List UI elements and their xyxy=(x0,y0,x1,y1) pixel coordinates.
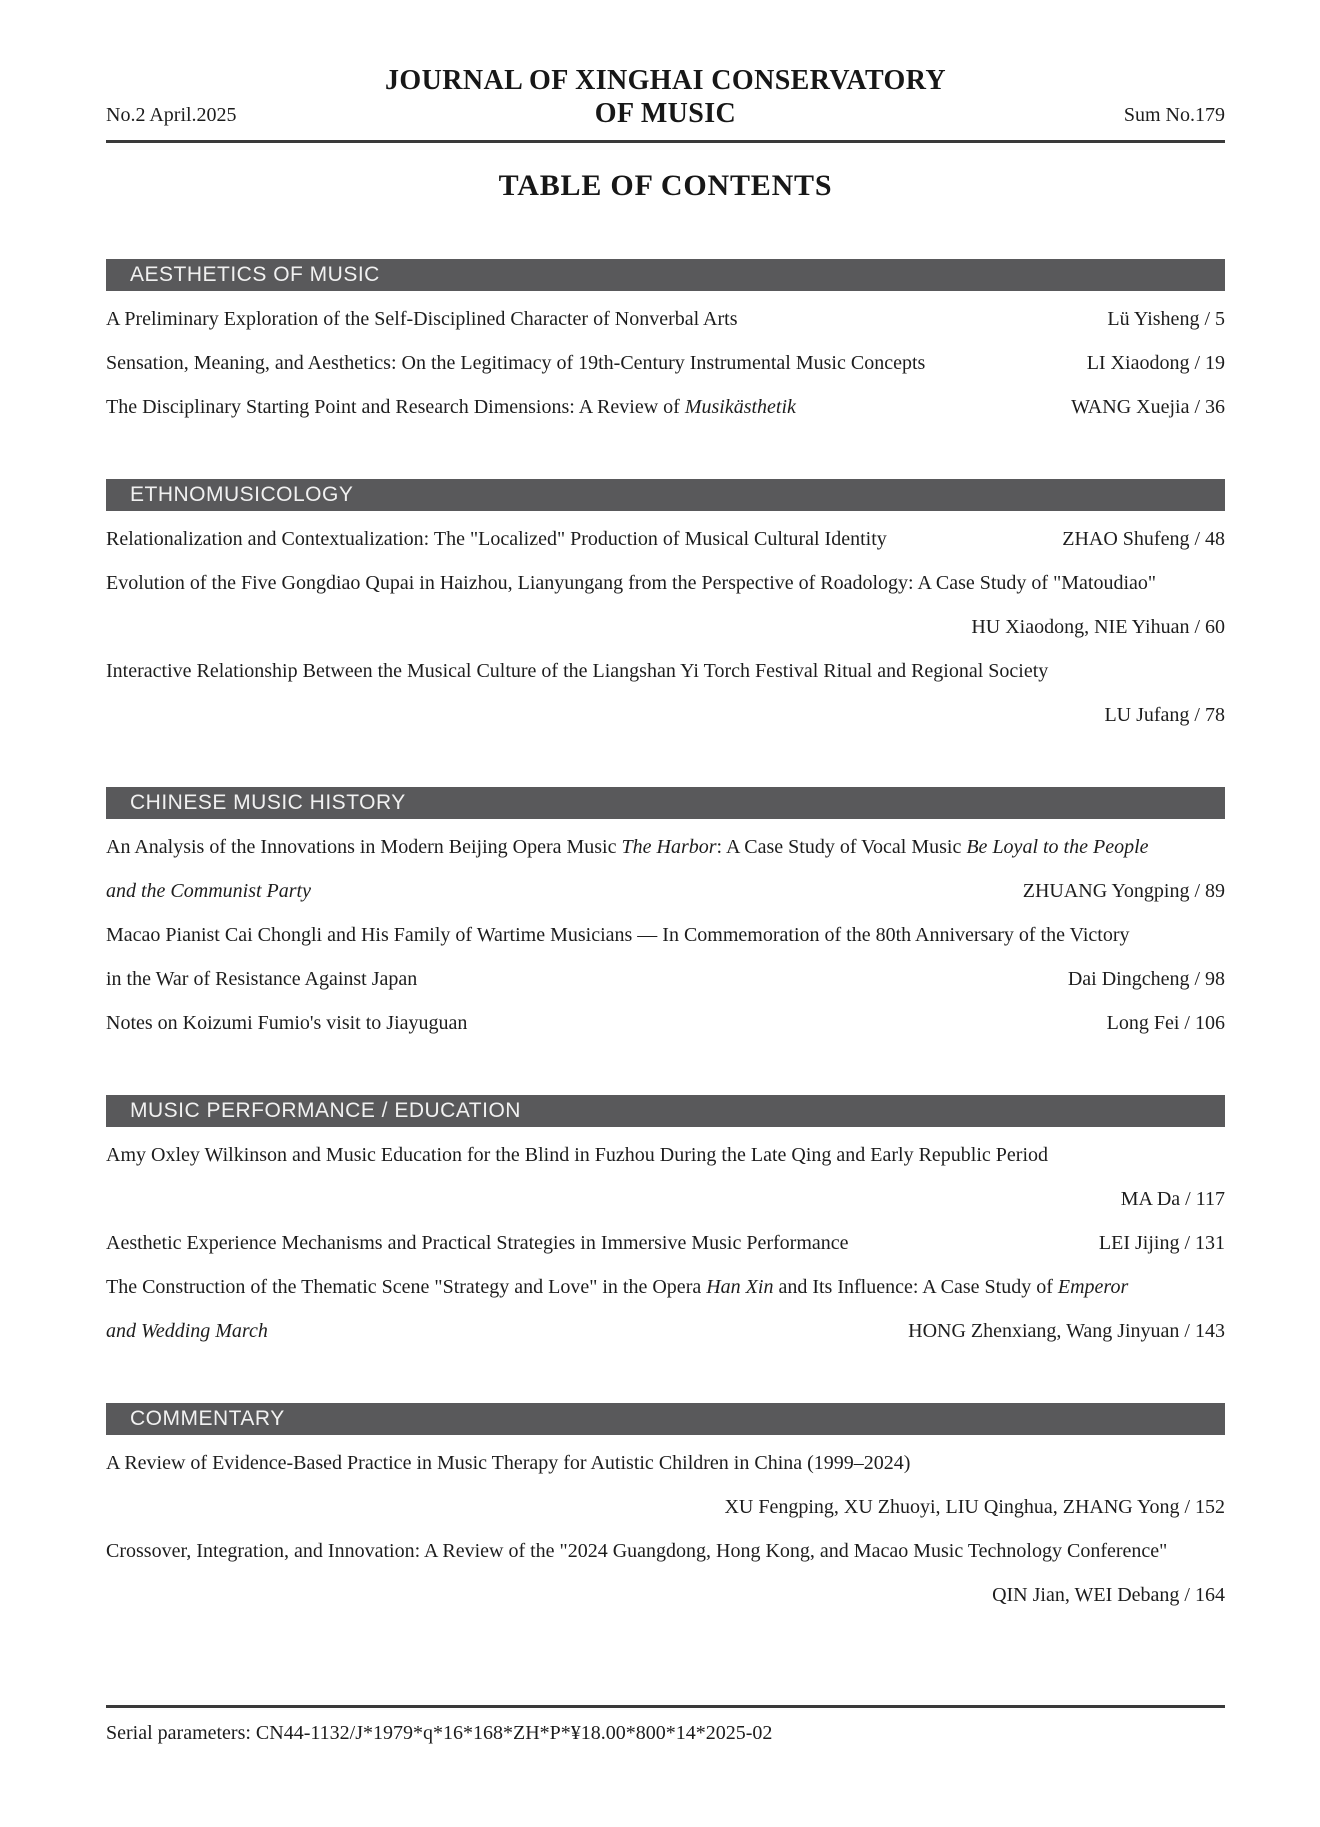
section-header-band xyxy=(106,479,1225,511)
journal-header xyxy=(106,64,1225,130)
section-label: COMMENTARY xyxy=(130,1407,285,1430)
entry-author-page: HONG Zhenxiang, Wang Jinyuan / 143 xyxy=(908,1320,1225,1342)
toc-entry-line xyxy=(106,649,1225,693)
toc-entry-line xyxy=(106,1529,1225,1573)
toc-section xyxy=(106,1095,1225,1353)
toc-section xyxy=(106,1403,1225,1617)
section-label: AESTHETICS OF MUSIC xyxy=(130,263,380,286)
entry-author-page: WANG Xuejia / 36 xyxy=(1071,396,1225,418)
toc-entry-line xyxy=(106,825,1225,869)
toc-entry-line xyxy=(106,1265,1225,1309)
toc-section xyxy=(106,787,1225,1045)
entry-author-page: Long Fei / 106 xyxy=(1106,1012,1225,1034)
entry-title-text: Relationalization and Contextualization: The "Localized" Production of Musical Cultural Identity xyxy=(106,528,887,550)
entry-title-text: Macao Pianist Cai Chongli and His Family of Wartime Musicians — In Commemoration of the 80th Anniversary of the Victory xyxy=(106,924,1130,946)
section-label: ETHNOMUSICOLOGY xyxy=(130,483,354,506)
toc-entry-line xyxy=(106,561,1225,605)
entry-author-page: LEI Jijing / 131 xyxy=(1098,1232,1225,1254)
entry-title-text: A Review of Evidence-Based Practice in Music Therapy for Autistic Children in China (1999–2024) xyxy=(106,1452,911,1474)
entry-author-page: LU Jufang / 78 xyxy=(1104,704,1225,726)
toc-entry-line xyxy=(106,1485,1225,1529)
toc-entry-line xyxy=(106,1133,1225,1177)
entry-title-text: Crossover, Integration, and Innovation: A Review of the "2024 Guangdong, Hong Kong, and Macao Music Technology Conference" xyxy=(106,1540,1168,1562)
header-divider xyxy=(106,140,1225,143)
journal-title xyxy=(106,64,1225,130)
toc-entry-line xyxy=(106,1441,1225,1485)
entry-title-text: Aesthetic Experience Mechanisms and Practical Strategies in Immersive Music Performance xyxy=(106,1232,849,1254)
entry-author-page: XU Fengping, XU Zhuoyi, LIU Qinghua, ZHANG Yong / 152 xyxy=(724,1496,1225,1518)
entry-title-text: and the Communist Party xyxy=(106,880,311,902)
entry-title-text: An Analysis of the Innovations in Modern Beijing Opera Music The Harbor: A Case Study of Vocal Music Be Loyal to the People xyxy=(106,836,1149,858)
toc-section xyxy=(106,479,1225,737)
toc-entry-line xyxy=(106,341,1225,385)
toc-entry-line xyxy=(106,693,1225,737)
footer-divider xyxy=(106,1705,1225,1708)
entry-author-page: LI Xiaodong / 19 xyxy=(1086,352,1225,374)
toc-entry-line xyxy=(106,1177,1225,1221)
toc-entry-line xyxy=(106,1221,1225,1265)
entry-author-page: Dai Dingcheng / 98 xyxy=(1067,968,1225,990)
sum-number: Sum No.179 xyxy=(1123,104,1225,126)
toc-entry-line xyxy=(106,297,1225,341)
entry-author-page: QIN Jian, WEI Debang / 164 xyxy=(992,1584,1225,1606)
toc-entry-line xyxy=(106,605,1225,649)
entry-title-text: Evolution of the Five Gongdiao Qupai in Haizhou, Lianyungang from the Perspective of Roadology: A Case Study of "Matoudiao" xyxy=(106,572,1157,594)
entry-author-page: HU Xiaodong, NIE Yihuan / 60 xyxy=(971,616,1225,638)
toc-section xyxy=(106,259,1225,429)
entry-author-page: ZHUANG Yongping / 89 xyxy=(1022,880,1225,902)
section-header-band xyxy=(106,1095,1225,1127)
toc-entry-line xyxy=(106,869,1225,913)
entry-title-text: in the War of Resistance Against Japan xyxy=(106,968,418,990)
toc-entry-line xyxy=(106,957,1225,1001)
entry-title-text: Sensation, Meaning, and Aesthetics: On the Legitimacy of 19th-Century Instrumental Music Concepts xyxy=(106,352,926,374)
entry-title-text: The Construction of the Thematic Scene "Strategy and Love" in the Opera Han Xin and Its Influence: A Case Study of Emperor xyxy=(106,1276,1129,1298)
toc-entry-line xyxy=(106,913,1225,957)
toc-sections xyxy=(106,259,1225,1617)
serial-parameters: Serial parameters: CN44-1132/J*1979*q*16*168*ZH*P*¥18.00*800*14*2025-02 xyxy=(106,1722,773,1744)
entry-title-text: The Disciplinary Starting Point and Research Dimensions: A Review of Musikästhetik xyxy=(106,396,796,418)
entry-title-text: Amy Oxley Wilkinson and Music Education for the Blind in Fuzhou During the Late Qing and Early Republic Period xyxy=(106,1144,1049,1166)
section-label: CHINESE MUSIC HISTORY xyxy=(130,791,406,814)
toc-entry-line xyxy=(106,1309,1225,1353)
entry-author-page: ZHAO Shufeng / 48 xyxy=(1062,528,1225,550)
section-header-band xyxy=(106,259,1225,291)
journal-title-line2: OF MUSIC xyxy=(594,98,737,129)
entry-title-text: Interactive Relationship Between the Musical Culture of the Liangshan Yi Torch Festival Ritual and Regional Society xyxy=(106,660,1049,682)
toc-entry-line xyxy=(106,385,1225,429)
entry-author-page: MA Da / 117 xyxy=(1120,1188,1225,1210)
section-header-band xyxy=(106,1403,1225,1435)
page-title: TABLE OF CONTENTS xyxy=(498,169,833,202)
section-label: MUSIC PERFORMANCE / EDUCATION xyxy=(130,1099,521,1122)
entry-title-text: Notes on Koizumi Fumio's visit to Jiayuguan xyxy=(106,1012,468,1034)
entry-title-text: and Wedding March xyxy=(106,1320,268,1342)
entry-author-page: Lü Yisheng / 5 xyxy=(1107,308,1225,330)
section-header-band xyxy=(106,787,1225,819)
journal-title-line1: JOURNAL OF XINGHAI CONSERVATORY xyxy=(385,65,946,96)
toc-entry-line xyxy=(106,1573,1225,1617)
issue-number: No.2 April.2025 xyxy=(106,104,237,126)
toc-entry-line xyxy=(106,1001,1225,1045)
entry-title-text: A Preliminary Exploration of the Self-Disciplined Character of Nonverbal Arts xyxy=(106,308,738,330)
toc-entry-line xyxy=(106,517,1225,561)
